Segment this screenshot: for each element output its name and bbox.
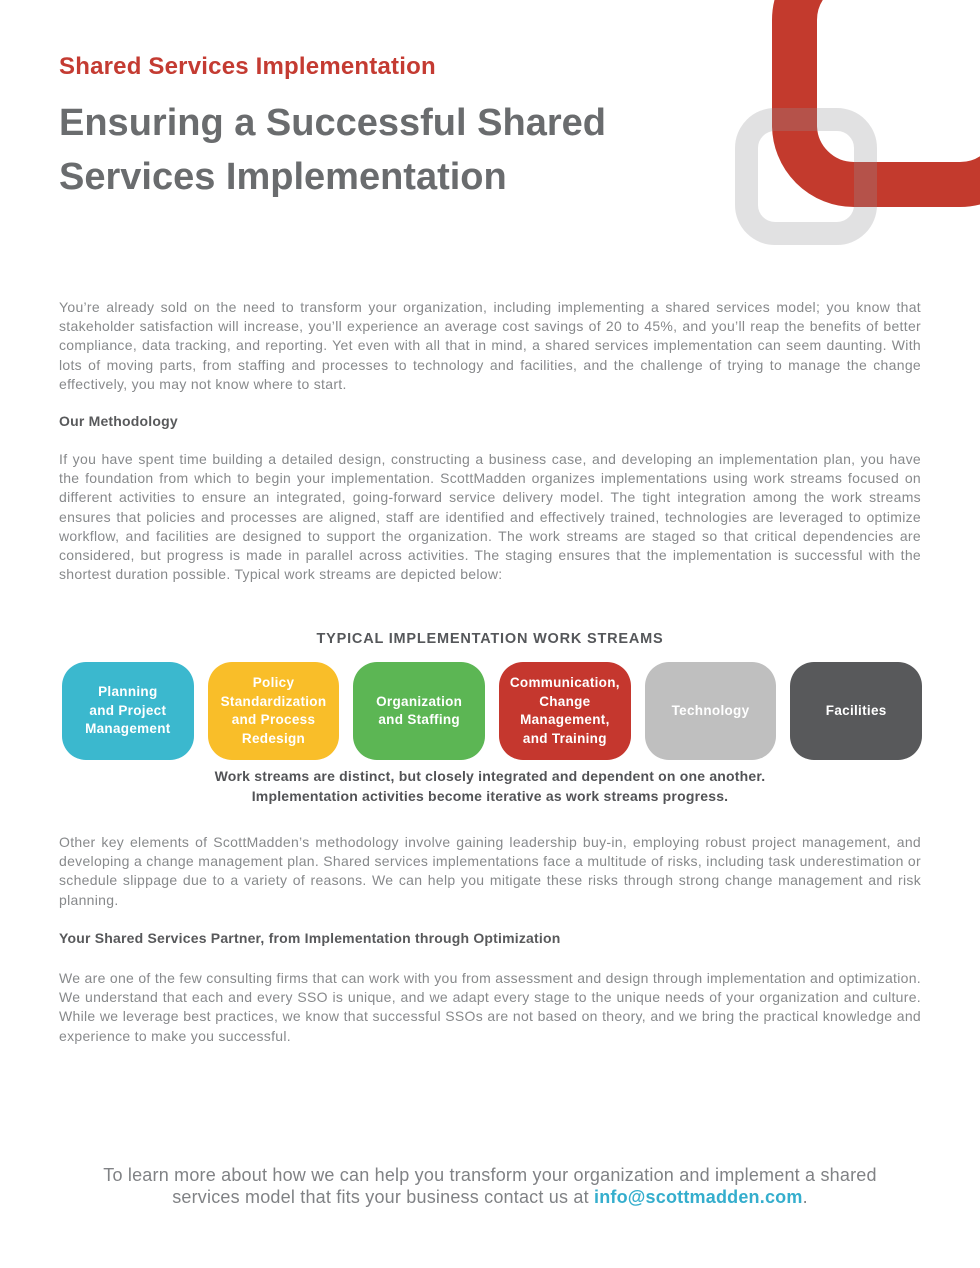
- footer-line2-suffix: .: [802, 1186, 808, 1207]
- partner-paragraph: We are one of the few consulting firms that can work with you from assessment and design through implementation and optimization. We understand that each and every SSO is unique, and we adapt every stage to the unique needs of your organization and culture. While we leverage best practices, we know that successful SSOs are not based on theory, and we bring the practical knowledge and experience to make you successful.: [59, 970, 921, 1044]
- page-title-line2: Services Implementation: [59, 156, 507, 198]
- footer-line2: [59, 1187, 921, 1209]
- work-stream-label-line: Management,: [520, 712, 610, 727]
- work-stream-box-technology: [645, 662, 777, 760]
- diagram-caption: [59, 766, 921, 806]
- work-stream-box-organization-staffing: [353, 662, 485, 760]
- work-stream-box-communication-change-training: [499, 662, 631, 760]
- work-stream-box-facilities: [790, 662, 922, 760]
- work-stream-label-line: and Training: [522, 730, 607, 746]
- other-elements-paragraph: Other key elements of ScottMadden’s methodology involve gaining leadership buy-in, employing robust project management, and developing a change management plan. Shared services implementations face a multitude of risks, including task underestimation or schedule slippage due to a variety of reasons. We can help you mitigate these risks through strong change management and risk planning.: [59, 834, 921, 908]
- work-stream-label-line: and Process: [231, 712, 316, 727]
- page-title-line1: Ensuring a Successful Shared: [59, 102, 606, 144]
- work-stream-label-line: Management: [85, 721, 171, 737]
- diagram-caption-line2: Implementation activities become iterative as work streams progress.: [251, 788, 729, 804]
- work-stream-label-line: Organization: [376, 693, 463, 709]
- work-stream-label-line: Facilities: [825, 702, 887, 718]
- work-stream-label-line: and Project: [89, 702, 167, 718]
- footer-line1: To learn more about how we can help you transform your organization and implement a shared: [103, 1165, 877, 1185]
- methodology-heading: Our Methodology: [59, 413, 178, 429]
- diagram-caption-line1: Work streams are distinct, but closely integrated and dependent on one another.: [214, 768, 766, 784]
- kicker-heading: Shared Services Implementation: [59, 53, 436, 80]
- work-streams-row: [62, 662, 922, 760]
- methodology-paragraph: If you have spent time building a detailed design, constructing a business case, and developing an implementation plan, you have the foundation from which to begin your implementation. ScottMadden organizes implementations using work streams focused on different activities to ensure an integrated, going-forward service delivery model. The tight integration among the work streams ensures that policies and processes are aligned, staff are identified and effectively trained, technologies are leveraged to optimize workflow, and facilities are designed to support the organization. The work streams are staged so that critical dependencies are considered, but progress is made in parallel across activities. The staging ensures that the implementation is successful with the shortest duration possible. Typical work streams are depicted below:: [59, 451, 921, 583]
- work-stream-label-line: Redesign: [241, 730, 306, 746]
- contact-email-link[interactable]: info@scottmadden.com: [594, 1186, 803, 1207]
- page-title: [59, 96, 921, 204]
- work-stream-label-line: Standardization: [220, 693, 327, 709]
- diagram-title: TYPICAL IMPLEMENTATION WORK STREAMS: [316, 631, 664, 647]
- work-stream-label-line: and Staffing: [378, 712, 460, 727]
- work-stream-label-line: Change: [539, 693, 591, 709]
- intro-paragraph: You’re already sold on the need to transform your organization, including implementing a shared services model; you know that stakeholder satisfaction will increase, you’ll experience an average cost savings of 20 to 45%, and you’ll reap the benefits of better compliance, data tracking, and reporting. Yet even with all that in mind, a shared services implementation can seem daunting. With lots of moving parts, from staffing and processes to technology and facilities, and the challenge of trying to manage the change effectively, you may not know where to start.: [59, 299, 921, 392]
- footer-contact: [59, 1165, 921, 1208]
- work-stream-label-line: Technology: [671, 702, 750, 718]
- partner-heading: Your Shared Services Partner, from Implementation through Optimization: [59, 930, 561, 946]
- work-stream-box-policy-standardization: [208, 662, 340, 760]
- work-stream-label-line: Policy: [252, 675, 295, 690]
- work-stream-label-line: Planning: [98, 684, 158, 700]
- work-stream-box-planning-project-management: [62, 662, 194, 760]
- work-stream-label-line: Communication,: [509, 675, 620, 690]
- footer-line2-prefix: services model that fits your business contact us at: [172, 1186, 594, 1207]
